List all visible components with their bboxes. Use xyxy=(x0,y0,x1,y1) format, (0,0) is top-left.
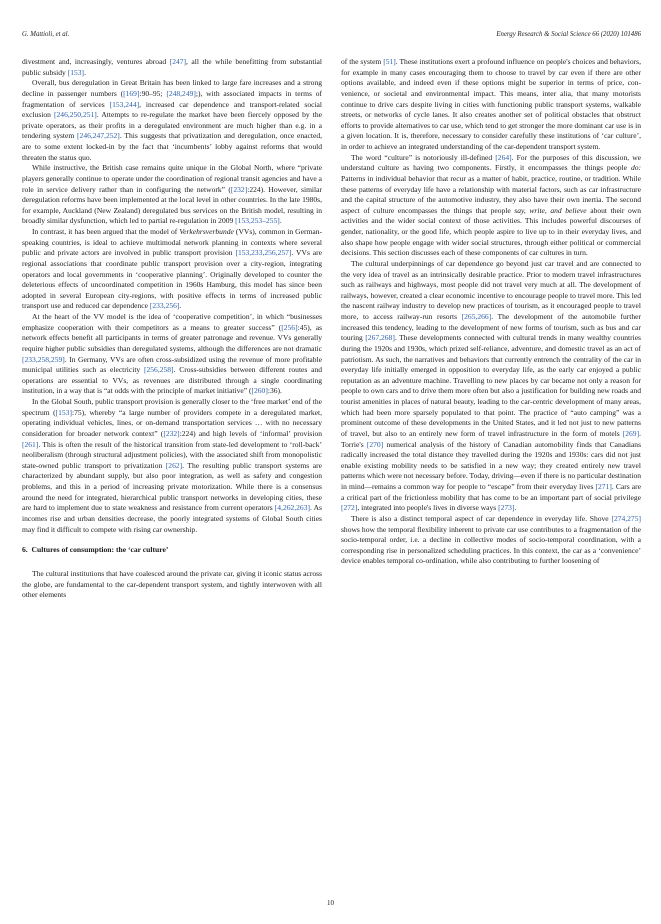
citation-link[interactable]: [256] xyxy=(281,322,298,332)
citation-link[interactable]: [4,262,263] xyxy=(274,503,310,513)
paragraph: Overall, bus deregulation in Great Britain has been linked to large fare increases and a strong decline in passenger numbers ([169]:90–95; [248,249];), with associated impacts in terms of fragmentation of services [153,244], increased car dependence and transport-related social exclusion [246,250,251]. Attempts to re-regulate the market have been fiercely opposed by the private operators, as their profits in a deregulated environment are much higher than e.g. in a tendering system [246,247,252]. This suggests that privatization and deregulation, once enacted, are to some extent locked-in by the fact that ‘incumbents’ lobby against reforms that would threaten the status quo. xyxy=(22,78,322,162)
citation-link[interactable]: [153] xyxy=(55,407,72,417)
citation-link[interactable]: [270] xyxy=(366,439,384,449)
paragraph: The word “culture” is notoriously ill-defined [264]. For the purposes of this discussion, we understand culture as having two components. Firstly, it encompasses the things people do: Patterns in individual behavior that recur as a matter of habit, practice, routine, or tradition. While these patterns of everyday life have a relationship with material factors, such as car infrastructure and the capital structure of the automotive industry, they also have their own inertia. The second aspect of culture encompasses the things that people say, write, and believe about their own activities and the wider social context of those activities. This includes powerful discourses of gender, nationality, or the good life, which people aspire to live up to in their everyday lives, and also shape how people engage with wider social structures, through either political or commercial decisions. This section discusses each of these components of car cultures in turn. xyxy=(341,152,641,258)
paragraph: There is also a distinct temporal aspect of car dependence in everyday life. Shove [274,275] shows how the temporal flexibility inherent to private car use contributes to a fragmentation of the socio-temporal order, i.e. a decline in collective modes of socio-temporal coordination, with a corresponding rise in personalized scheduling practices. In this context, the car as a ‘convenience’ device enables temporal co-ordination, while also contributing to further loosening of xyxy=(341,513,641,566)
citation-link[interactable]: [260] xyxy=(251,386,268,396)
citation-link[interactable]: [232] xyxy=(163,428,180,438)
citation-link[interactable]: [51] xyxy=(383,57,396,66)
running-header-authors: G. Mattioli, et al. xyxy=(22,31,70,38)
paragraph: The cultural institutions that have coalesced around the private car, giving it iconic status across the globe, are fundamental to the car-dependent transport system, and tightly interwoven with all other elements xyxy=(22,569,322,600)
citation-link[interactable]: [273] xyxy=(498,503,515,513)
citation-link[interactable]: [233,256] xyxy=(149,301,180,311)
paragraph: While instructive, the British case remains quite unique in the Global North, where “private players generally continue to operate under the coordination of regional transit agencies and have a role in service delivery rather than in configuring the network” ([232]:224). However, similar deregulation reforms have been implemented at the local level in other countries. In the late 1980s, for example, Auckland (New Zealand) deregulated bus services on the British model, resulting in broadly similar dysfunction, which led to partial re-regulation in 2009 [153,253–255]. xyxy=(22,163,322,226)
citation-link[interactable]: [248,249] xyxy=(166,88,196,98)
section-number: 6. xyxy=(22,545,28,555)
section-heading xyxy=(22,545,322,555)
paragraph: In contrast, it has been argued that the model of Verkehrsverbunde (VVs), common in German-speaking countries, is ideal to achieve multimodal network planning in contexts where several public and private actors are involved in public transport provision [153,233,256,257]. VVs are regional associations that coordinate public transport provision over a city-region, integrating operators and local governments in ‘cooperative planning’. Originally developed to counter the deleterious effects of uncoordinated competition in 1960s Hamburg, this model has since been adopted in several European city-regions, with positive effects in terms of increased public transport use and reduced car dependence [233,256]. xyxy=(22,227,322,311)
citation-link[interactable]: [153,233,256,257] xyxy=(235,248,292,258)
citation-link[interactable]: [169] xyxy=(123,88,140,98)
page-number: 10 xyxy=(327,899,334,907)
citation-link[interactable]: [265,266] xyxy=(461,312,492,321)
running-header-journal: Energy Research & Social Science 66 (2020) 101486 xyxy=(496,31,641,38)
paragraph: The cultural underpinnings of car dependence go beyond just car travel and are connected to the very idea of travel as an intrinsically desirable practice. Prior to modern travel infrastructures such as railways and highways, most people did not travel very much at all. The development of railways, however, created a clear economic incentive to encourage people to travel more. This led the nascent railway industry to develop new practices of tourism, as it encouraged people to travel more, to access railway-run resorts [265,266]. The development of the automobile further increased this tendency, leading to the development of new forms of tourism, such as bus and car touring [267,268]. These developments connected with cultural trends in many wealthy countries during the 1920s and 1930s, which prized self-reliance, adventure, and domestic travel as an act of patriotism. As such, the narratives and behaviors that currently entrench the centrality of the car in everyday life initially emerged in opposition to everyday life, as the early car enjoyed a public reputation as an adventure machine. Travelling to new places by car became not only a reason for people to own cars and to drive them more often but also a justification for building new roads and tourist amenities in places of natural beauty, leading to the car-centric development of many areas, which had been more sparsely populated to that point. The practice of “auto camping” was a prominent outcome of these developments in the United States, and it led not just to new patterns of travel, but also to an entirely new form of travel infrastructure in the form of motels [269]. Torrie's [270] numerical analysis of the history of Canadian automobility finds that Canadians radically increased the total distance they travelled during the 1920s and 1930s: cars did not just enable existing mobility needs to be satisfied in a new way; they created entirely new travel patterns which were not necessary before. Today, driving—even if there is no particular destination in mind—remains a common way for people to “escape” from their everyday lives [271]. Cars are a critical part of the frictionless mobility that has come to be an important part of social privilege [272], integrated into people's lives in diverse ways [273]. xyxy=(341,258,641,513)
left-column-paragraphs xyxy=(22,57,322,535)
right-column-paragraphs xyxy=(341,57,641,567)
citation-link[interactable]: [232] xyxy=(230,184,248,194)
citation-link[interactable]: [261] xyxy=(22,439,39,449)
citation-link[interactable]: [246,250,251] xyxy=(54,110,97,120)
citation-link[interactable]: [246,247,252] xyxy=(77,131,120,141)
citation-link[interactable]: [264] xyxy=(495,152,512,162)
citation-link[interactable]: [153,244] xyxy=(109,99,140,109)
citation-link[interactable]: [269] xyxy=(622,428,640,438)
citation-link[interactable]: [247] xyxy=(169,57,187,66)
left-column xyxy=(22,57,322,867)
citation-link[interactable]: [271] xyxy=(595,482,612,491)
section-title: Cultures of consumption: the ‘car culture’ xyxy=(31,545,169,555)
citation-link[interactable]: [233,258,259] xyxy=(22,354,65,364)
left-column-paragraphs-after-heading xyxy=(22,569,322,601)
citation-link[interactable]: [262] xyxy=(165,460,183,470)
paragraph: At the heart of the VV model is the idea of ‘cooperative competition’, in which “businesses emphasize cooperation with their competitors as a means to greater success” ([256]:45), as network effects benefit all participants in terms of greater patronage and revenue. VVs generally require higher public subsidies than deregulated systems, although the differences are not dramatic [233,258,259]. In Germany, VVs are often cross-subsidized using the revenue of more profitable municipal utilities such as electricity [256,258]. Cross-subsidies between different routes and operations are essential to VVs, as revenues are distributed through a single coordinating institution, in a way that is “at odds with the principle of market initiative” ([260]:36). xyxy=(22,312,322,396)
citation-link[interactable]: [153,253–255] xyxy=(235,216,280,226)
paragraph: In the Global South, public transport provision is generally closer to the ‘free market’ end of the spectrum ([153]:75), whereby “a large number of providers compete in a deregulated market, operating individual vehicles, lines, or on-demand transportation services … with no necessary consideration for broader network context” ([232]:224) and high levels of ‘informal’ provision [261]. This is often the result of the historical transition from state-led development to ‘roll-back’ neoliberalism (through structural adjustment policies), with the associated shift from monopolistic state-owned public transport to privatization [262]. The resulting public transport systems are characterized by abundant supply, but also poor integration, as well as safety and congestion problems, and this in a period of increasing private motorization. While there is a consensus around the need for integrated, hierarchical public transport networks in developing cities, these are hard to implement due to state weakness and resistance from current operators [4,262,263]. As incomes rise and urban densities decrease, the poorly integrated systems of Global South cities may find it difficult to compete with rising car ownership. xyxy=(22,397,322,534)
citation-link[interactable]: [272] xyxy=(341,503,358,513)
paragraph: divestment and, increasingly, ventures abroad [247], all the while benefitting from substantial public subsidy [153]. xyxy=(22,57,322,77)
right-column xyxy=(341,57,641,867)
paragraph: of the system [51]. These institutions exert a profound influence on people's choices and behaviors, for example in many cases encouraging them to choose to travel by car even if there are other options available, and indeed even if these options might be superior in terms of price, convenience, or societal and environmental impact. This means, inter alia, that many motorists continue to drive cars despite living in cities with functioning public transport systems, walkable streets, or networks of cycle lanes. It also creates another set of political obstacles that obstruct efforts to provide alternatives to car use, which tend to get stronger the more dominant car use is in a given location. It is, therefore, necessary to consider carefully these institutions of ‘car culture’, in order to achieve an integrated understanding of the car-dependent transport system. xyxy=(341,57,641,151)
citation-link[interactable]: [153] xyxy=(67,67,85,77)
citation-link[interactable]: [256,258] xyxy=(143,365,174,375)
citation-link[interactable]: [267,268] xyxy=(365,333,395,343)
citation-link[interactable]: [274,275] xyxy=(611,513,641,523)
